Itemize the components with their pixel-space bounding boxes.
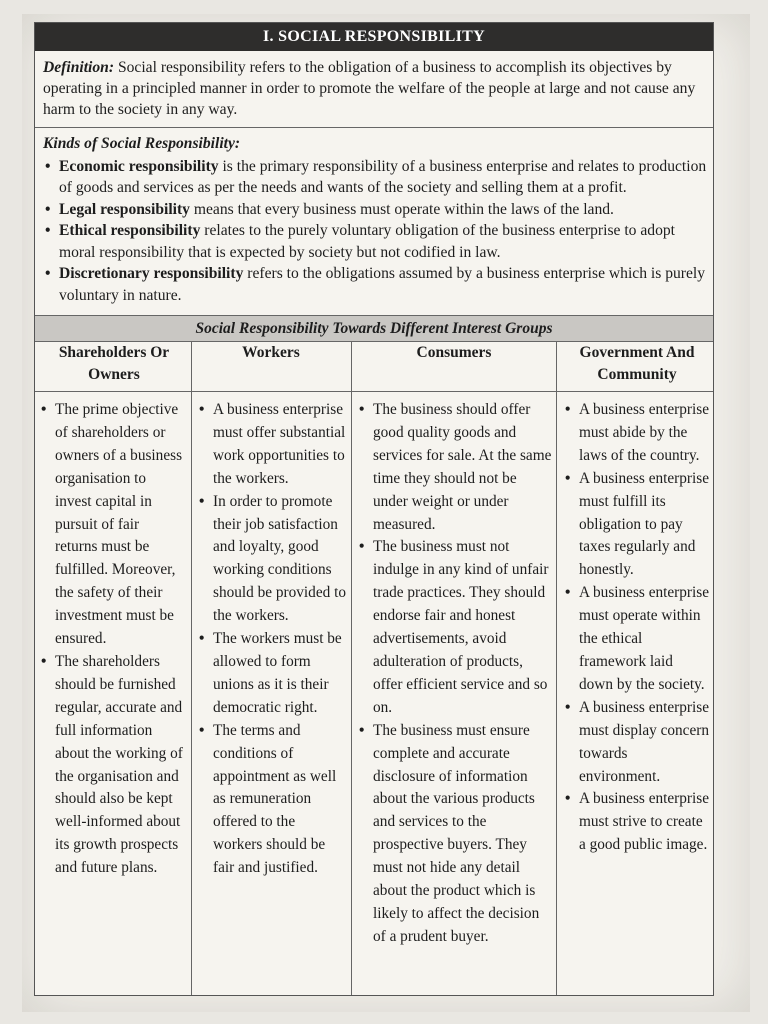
column-shareholders — [37, 399, 183, 880]
divider — [35, 127, 713, 128]
list-item: • In order to promote their job satisfaction and loyalty, good working conditions should be provided to the workers. — [195, 491, 347, 628]
list-item: • A business enterprise must fulfill its obligation to pay taxes regularly and honestly. — [561, 468, 709, 583]
definition-text: Social responsibility refers to the obligation of a business to accomplish its objectives by operating in a principled manner in order to promote the welfare of the people at large and not cause any harm to the society in any way. — [43, 59, 696, 118]
kinds-item — [43, 263, 707, 306]
column-divider — [191, 341, 192, 995]
list-item: • The business should offer good quality goods and services for sale. At the same time they should not be under weight or under measured. — [355, 399, 553, 536]
definition-label: Definition: — [43, 59, 115, 76]
kinds-desc: relates to the purely voluntary obligation of the business enterprise to adopt moral responsibility that is expected by society but not codified in law. — [59, 222, 676, 261]
list-item: • A business enterprise must offer substantial work opportunities to the workers. — [195, 399, 347, 491]
kinds-desc: is the primary responsibility of a business enterprise and relates to production of goods and services as per the needs and wants of the society and selling them at a profit. — [59, 157, 707, 196]
section-title: I. SOCIAL RESPONSIBILITY — [35, 23, 713, 51]
column-header-workers: Workers — [242, 344, 300, 361]
kinds-term: Economic responsibility — [59, 157, 219, 175]
list-item: • The business must ensure complete and accurate disclosure of information about the various products and services to the prospective buyers. They must not hide any detail about the product which is likely to affect the decision of a prudent buyer. — [355, 720, 553, 949]
column-header-shareholders: Shareholders Or Owners — [58, 344, 170, 383]
list-item: • A business enterprise must display concern towards environment. — [561, 697, 709, 789]
column-government — [561, 399, 709, 857]
list-item: • The prime objective of shareholders or owners of a business organisation to invest capital in pursuit of fair returns must be fulfilled. Moreover, the safety of their investment must be ensured. — [37, 399, 183, 651]
list-item: • A business enterprise must abide by the laws of the country. — [561, 399, 709, 468]
kinds-term: Ethical responsibility — [59, 222, 201, 239]
kinds-block — [43, 133, 707, 306]
list-item: • The business must not indulge in any kind of unfair trade practices. They should endorse fair and honest advertisements, avoid adulteration of products, offer efficient service and so on. — [355, 536, 553, 719]
list-item: • The shareholders should be furnished regular, accurate and full information about the working of the organisation and should also be kept well-informed about its growth prospects and future plans. — [37, 651, 183, 880]
column-workers — [195, 399, 347, 880]
kinds-list — [43, 156, 707, 307]
kinds-heading: Kinds of Social Responsibility: — [43, 135, 241, 152]
column-header-government: Government And Community — [579, 344, 695, 383]
kinds-desc: means that every business must operate within the laws of the land. — [189, 200, 614, 218]
column-header-consumers: Consumers — [416, 344, 492, 361]
column-divider — [556, 341, 557, 995]
list-item: • The workers must be allowed to form unions as it is their democratic right. — [195, 628, 347, 720]
kinds-desc: refers to the obligations assumed by a business enterprise which is purely voluntary in nature. — [59, 265, 706, 304]
list-item: • The terms and conditions of appointment as well as remuneration offered to the workers should be fair and justified. — [195, 720, 347, 880]
kinds-item — [43, 156, 707, 199]
list-item: • A business enterprise must operate within the ethical framework laid down by the society. — [561, 582, 709, 697]
header-divider — [35, 391, 713, 392]
kinds-item — [43, 220, 707, 263]
table-title: Social Responsibility Towards Different Interest Groups — [35, 315, 713, 342]
kinds-term: Discretionary responsibility — [59, 265, 244, 282]
kinds-term: Legal responsibility — [59, 200, 190, 218]
column-divider — [351, 341, 352, 995]
definition-block — [43, 57, 707, 120]
kinds-item — [43, 199, 707, 221]
list-item: • A business enterprise must strive to create a good public image. — [561, 788, 709, 857]
column-consumers — [355, 399, 553, 949]
content-frame — [34, 22, 714, 996]
